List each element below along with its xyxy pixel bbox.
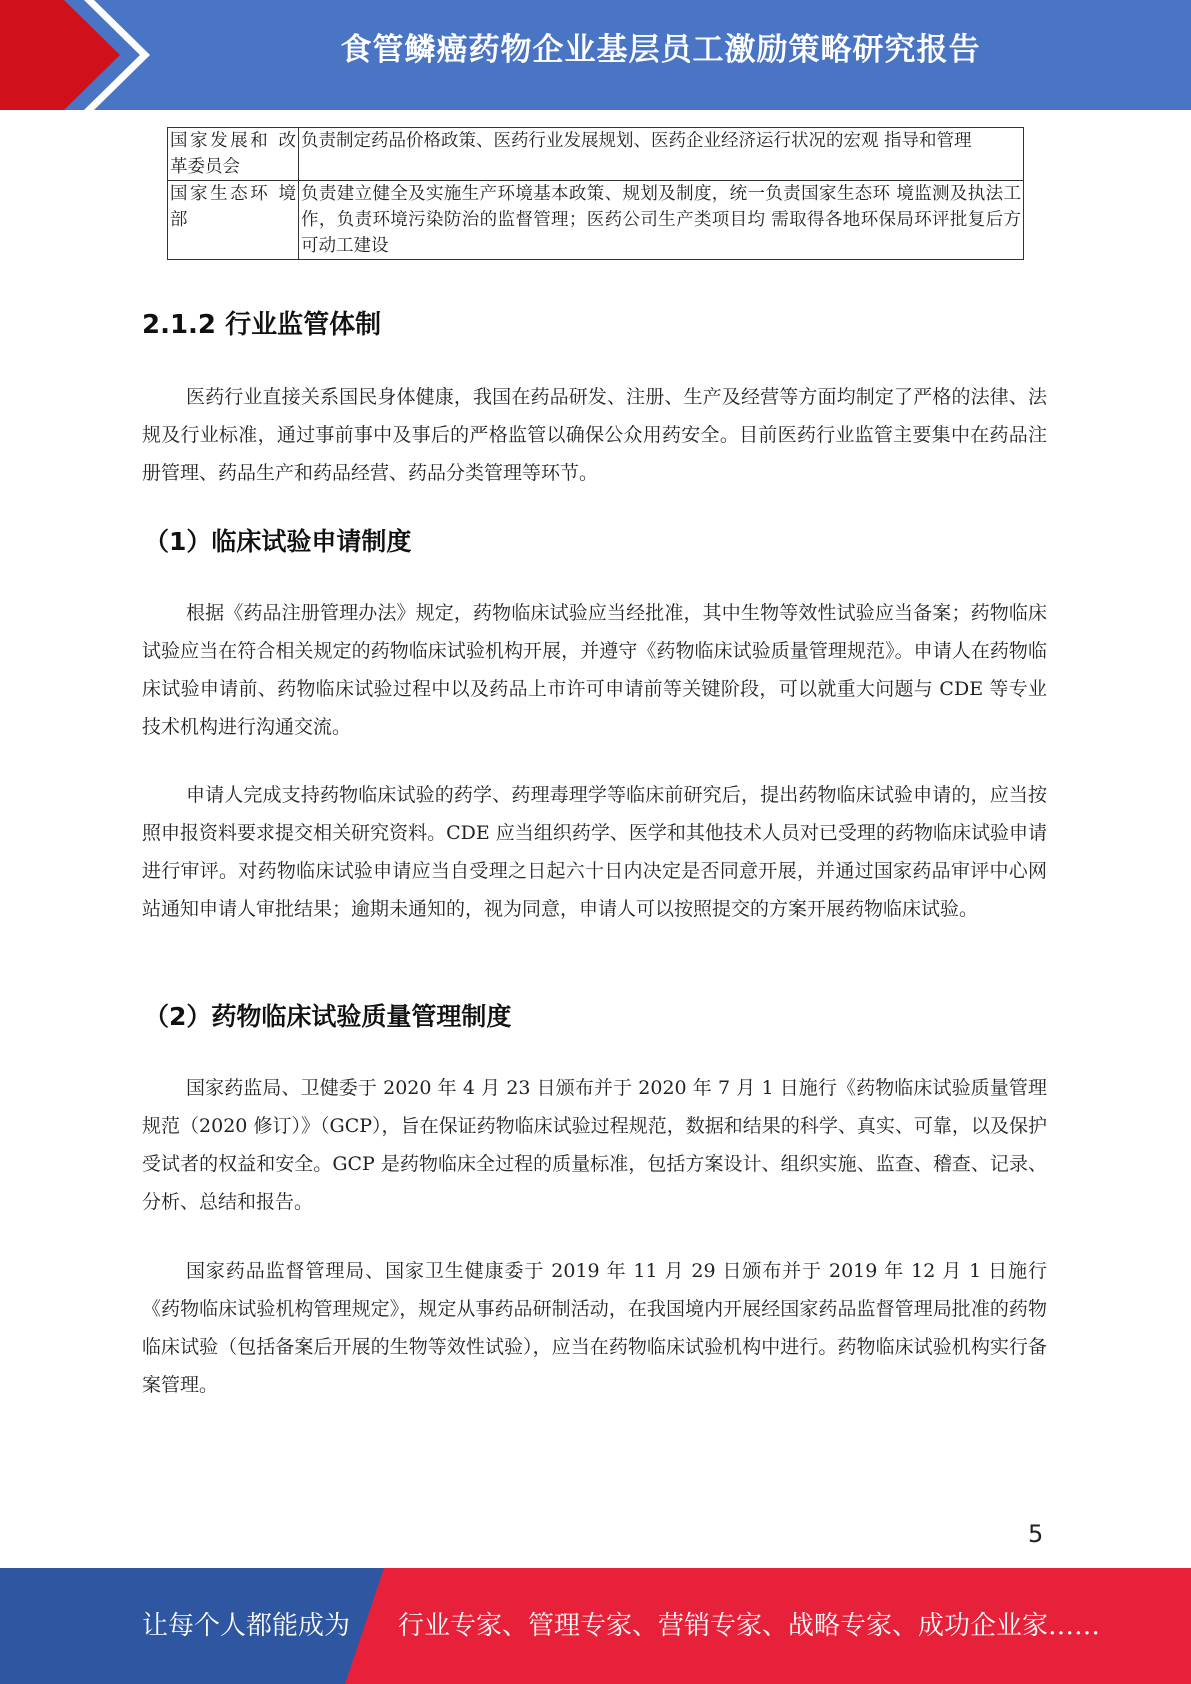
table-row: [168, 181, 1024, 260]
table-cell-duty: 负责建立健全及实施生产环境基本政策、规划及制度，统一负责国家生态环 境监测及执法工作，负责环境污染防治的监督管理；医药公司生产类项目均 需取得各地环保局环评批复后方可动工建设: [299, 181, 1024, 260]
report-title: 食管鳞癌药物企业基层员工激励策略研究报告: [340, 32, 981, 68]
subsection-heading-1: （1）临床试验申请制度: [144, 527, 412, 556]
table-cell-department: 国家生态环 境部: [168, 181, 299, 260]
subsection-2-paragraph-2: 国家药品监督管理局、国家卫生健康委于 2019 年 11 月 29 日颁布并于 2019 年 12 月 1 日施行《药物临床试验机构管理规定》，规定从事药品研制活动，在我国境内开展经国家药品监督管理局批准的药物临床试验（包括备案后开展的生物等效性试验），应当在药物临床试验机构中进行。药物临床试验机构实行备案管理。: [142, 1260, 1047, 1396]
table-row: [168, 128, 1024, 181]
subsection-2-paragraph-1: 国家药监局、卫健委于 2020 年 4 月 23 日颁布并于 2020 年 7 月 1 日施行《药物临床试验质量管理规范（2020 修订）》（GCP），旨在保证药物临床试验过程规范，数据和结果的科学、真实、可靠，以及保护受试者的权益和安全。GCP 是药物临床全过程的质量标准，包括方案设计、组织实施、监查、稽查、记录、分析、总结和报告。: [142, 1077, 1047, 1213]
subsection-heading-2: （2）药物临床试验质量管理制度: [144, 1002, 512, 1031]
footer-slogan-right: 行业专家、管理专家、营销专家、战略专家、成功企业家……: [398, 1611, 1101, 1641]
footer-slogan-left: 让每个人都能成为: [142, 1611, 351, 1641]
table-cell-duty: 负责制定药品价格政策、医药行业发展规划、医药企业经济运行状况的宏观 指导和管理: [299, 128, 1024, 181]
regulator-table: [167, 127, 1024, 260]
section-intro-paragraph: 医药行业直接关系国民身体健康，我国在药品研发、注册、生产及经营等方面均制定了严格的法律、法规及行业标准，通过事前事中及事后的严格监管以确保公众用药安全。目前医药行业监管主要集中在药品注册管理、药品生产和药品经营、药品分类管理等环节。: [142, 386, 1047, 484]
subsection-1-paragraph-2: 申请人完成支持药物临床试验的药学、药理毒理学等临床前研究后，提出药物临床试验申请的，应当按照申报资料要求提交相关研究资料。CDE 应当组织药学、医学和其他技术人员对已受理的药物临床试验申请进行审评。对药物临床试验申请应当自受理之日起六十日内决定是否同意开展，并通过国家药品审评中心网站通知申请人审批结果；逾期未通知的，视为同意，申请人可以按照提交的方案开展药物临床试验。: [142, 784, 1047, 920]
page-footer: [0, 1568, 1191, 1684]
page-header: [0, 0, 1191, 110]
page-number: 5: [1028, 1520, 1044, 1548]
subsection-1-paragraph-1: 根据《药品注册管理办法》规定，药物临床试验应当经批准，其中生物等效性试验应当备案；药物临床试验应当在符合相关规定的药物临床试验机构开展，并遵守《药物临床试验质量管理规范》。申请人在药物临床试验申请前、药物临床试验过程中以及药品上市许可申请前等关键阶段，可以就重大问题与 CDE 等专业技术机构进行沟通交流。: [142, 602, 1047, 738]
table-cell-department: 国家发展和 改革委员会: [168, 128, 299, 181]
section-heading: 2.1.2 行业监管体制: [142, 310, 382, 340]
